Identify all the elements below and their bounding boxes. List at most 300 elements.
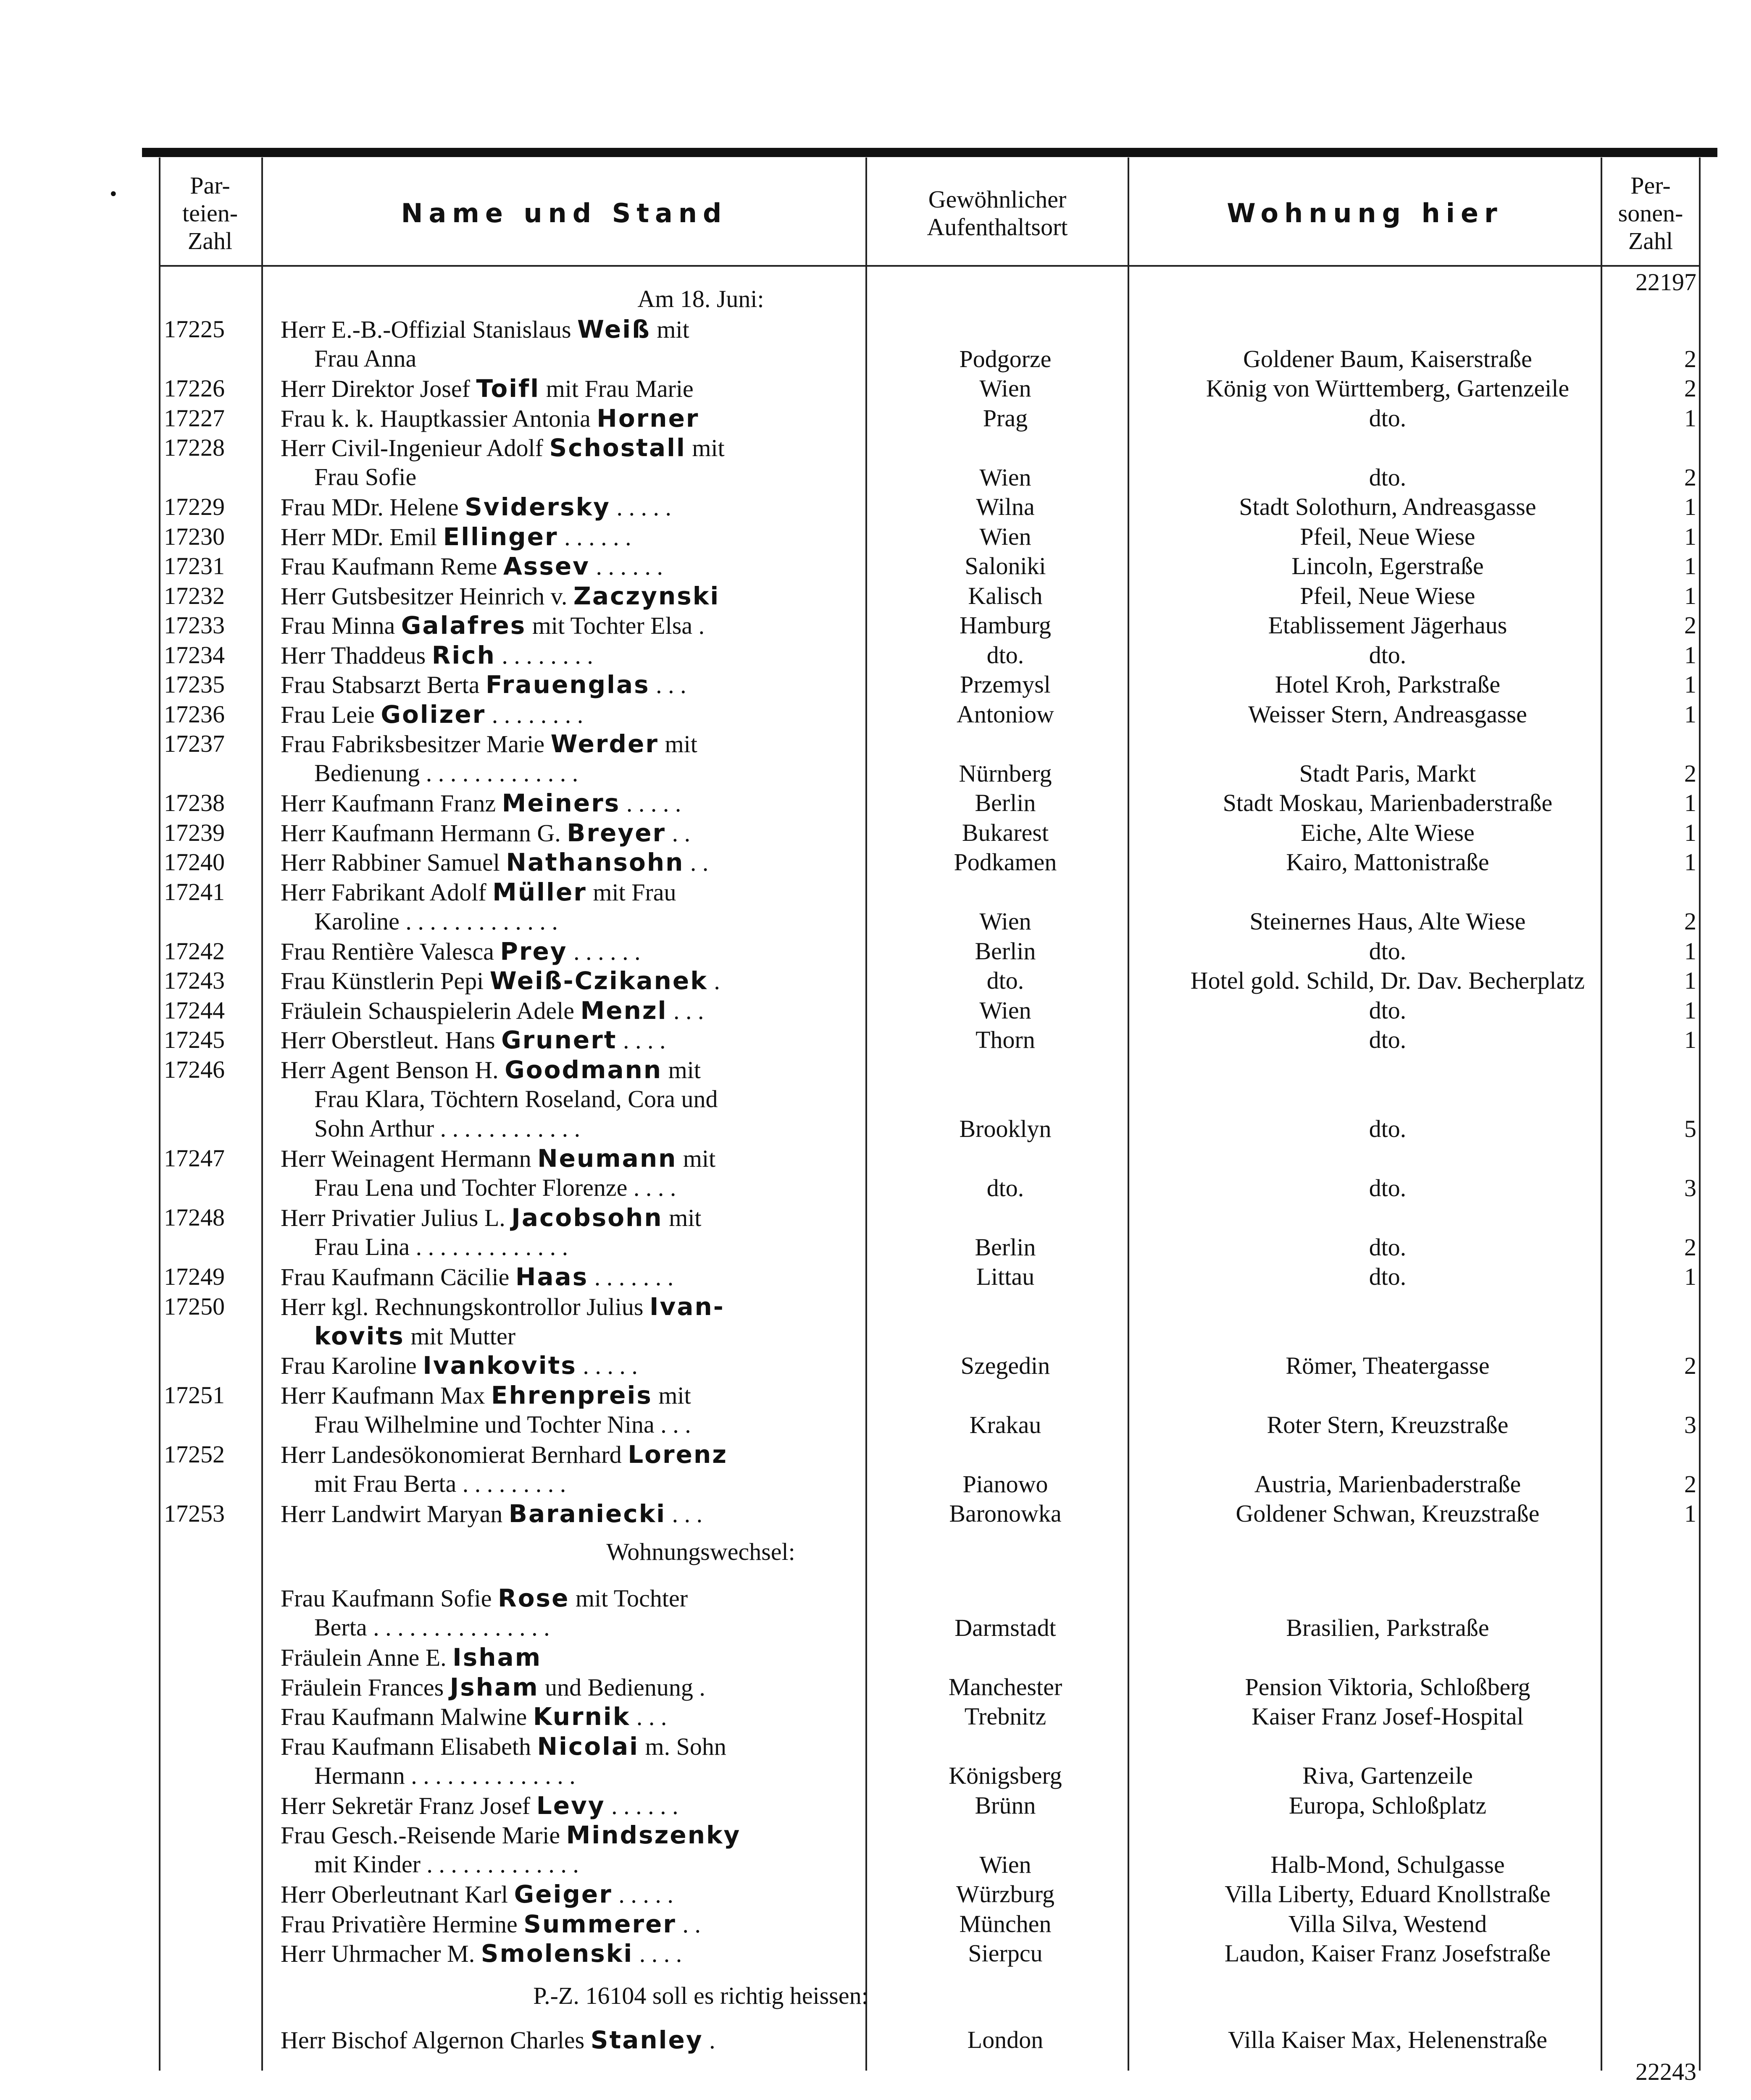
name-line <box>281 729 995 759</box>
address-cell: Halb-Mond, Schulgasse <box>1270 1851 1505 1878</box>
person-count-cell: 2 <box>1684 759 1696 787</box>
name-text: Herr MDr. Emil <box>281 523 437 551</box>
residence-cell: dto. <box>986 967 1024 994</box>
address-cell: Stadt Moskau, Marienbaderstraße <box>1223 789 1553 816</box>
name-text: mit Tochter <box>575 1585 688 1612</box>
name-line <box>281 1820 995 1850</box>
name-text: Herr Agent Benson H. <box>281 1056 499 1084</box>
section-heading-date: Am 18. Juni: <box>637 285 764 312</box>
name-text: Frau Kaufmann Elisabeth <box>281 1732 531 1760</box>
residence-cell: Nürnberg <box>959 759 1052 787</box>
person-count-cell: 1 <box>1684 967 1696 994</box>
name-text: Herr Kaufmann Hermann G. <box>281 819 561 847</box>
name-line <box>281 1732 995 1761</box>
name-text: Frau Lena und Tochter Florenze . . . . <box>314 1174 676 1201</box>
name-text: . . . . . . . . <box>502 641 593 669</box>
surname: Rose <box>498 1584 570 1612</box>
address-cell: Riva, Gartenzeile <box>1302 1762 1473 1789</box>
residence-cell: Königsberg <box>949 1762 1062 1789</box>
name-text: mit <box>668 1056 701 1084</box>
name-text: Herr Oberleutnant Karl <box>281 1881 508 1908</box>
name-text: Frau Kaufmann Malwine <box>281 1703 527 1730</box>
party-number: 17237 <box>164 730 225 757</box>
name-text: Herr E.-B.-Offizial Stanislaus <box>281 316 571 343</box>
name-text: . . . . . <box>618 1881 673 1908</box>
residence-cell: München <box>959 1910 1052 1937</box>
person-count-cell: 2 <box>1684 908 1696 935</box>
person-count-cell: 2 <box>1684 463 1696 491</box>
address-cell: Kairo, Mattonistraße <box>1286 848 1489 876</box>
party-number: 17242 <box>164 937 225 965</box>
residence-cell: Littau <box>976 1263 1035 1290</box>
name-text: Herr Civil-Ingenieur Adolf <box>281 434 543 462</box>
header-name: Name und Stand <box>401 198 728 228</box>
person-count-cell <box>1646 2025 1696 2055</box>
person-count-cell <box>1646 1791 1696 1820</box>
surname: Breyer <box>567 818 666 847</box>
name-text: . . . . . <box>626 790 681 817</box>
name-text: Herr Kaufmann Max <box>281 1382 485 1409</box>
address-cell: dto. <box>1369 463 1407 491</box>
address-cell: Römer, Theatergasse <box>1286 1352 1490 1379</box>
party-number: 17230 <box>164 522 225 550</box>
surname: Neumann <box>537 1144 677 1173</box>
person-count-cell: 1 <box>1684 937 1696 965</box>
name-text: . . . . . . <box>573 937 641 965</box>
party-number <box>164 1732 248 1761</box>
surname: Ivankovits <box>423 1351 577 1380</box>
party-number: 17229 <box>164 493 225 520</box>
name-text: Herr Gutsbesitzer Heinrich v. <box>281 582 568 610</box>
header-address: Wohnung hier <box>1227 198 1503 228</box>
person-count-cell: 3 <box>1684 1174 1696 1202</box>
surname: Frauenglas <box>486 670 650 699</box>
address-cell: Pfeil, Neue Wiese <box>1300 522 1475 550</box>
name-text: Frau Privatière Hermine <box>281 1910 518 1938</box>
person-count-cell: 1 <box>1684 819 1696 846</box>
address-cell: dto. <box>1369 1026 1407 1053</box>
address-cell: Goldener Baum, Kaiserstraße <box>1243 345 1532 373</box>
address-cell: Weisser Stern, Andreasgasse <box>1248 700 1527 728</box>
person-count-cell: 1 <box>1684 552 1696 580</box>
name-text: . <box>714 967 720 995</box>
name-text: . . . . . . . . <box>492 701 584 728</box>
surname: Levy <box>536 1791 605 1820</box>
residence-cell: Berlin <box>975 1233 1036 1261</box>
name-text: Frau Stabsarzt Berta <box>281 671 480 698</box>
name-text: . . <box>690 849 709 876</box>
surname: Golizer <box>381 700 486 729</box>
residence-cell: Hamburg <box>959 612 1051 639</box>
person-count-cell: 1 <box>1684 582 1696 609</box>
name-text: Herr kgl. Rechnungskontrollor Julius <box>281 1293 644 1320</box>
surname: Prey <box>500 937 568 966</box>
party-number: 17251 <box>164 1381 225 1409</box>
residence-cell: Darmstadt <box>954 1614 1056 1641</box>
name-text: Herr Landesökonomierat Bernhard <box>281 1441 622 1468</box>
residence-cell: Trebnitz <box>964 1703 1046 1730</box>
party-number <box>164 1820 248 1850</box>
address-cell: Kaiser Franz Josef-Hospital <box>1251 1703 1524 1730</box>
person-count-cell: 1 <box>1684 700 1696 728</box>
party-number <box>164 1672 248 1702</box>
surname: Isham <box>452 1643 542 1672</box>
name-text: Frau Leie <box>281 701 375 728</box>
person-count-cell: 2 <box>1684 1233 1696 1261</box>
party-number: 17241 <box>164 878 225 906</box>
person-count-cell: 1 <box>1684 789 1696 816</box>
address-cell: Austria, Marienbaderstraße <box>1254 1470 1521 1498</box>
party-number: 17235 <box>164 671 225 698</box>
name-text: mit <box>669 1204 702 1231</box>
name-text: Hermann . . . . . . . . . . . . . . <box>314 1761 576 1789</box>
residence-cell: Antoniow <box>957 700 1054 728</box>
address-cell: Hotel Kroh, Parkstraße <box>1275 671 1501 698</box>
address-cell: Villa Kaiser Max, Helenenstraße <box>1228 2026 1547 2053</box>
residence-cell: Prag <box>983 404 1028 432</box>
residence-cell: Krakau <box>969 1411 1041 1438</box>
name-line <box>281 1381 995 1410</box>
surname: Svidersky <box>465 493 610 521</box>
surname: Grunert <box>501 1026 617 1054</box>
person-count-cell <box>1646 1702 1696 1731</box>
surname: Horner <box>597 404 699 433</box>
surname: Müller <box>492 877 587 906</box>
address-cell <box>1129 1643 1646 1672</box>
header-party-number: Par- teien- Zahl <box>182 172 238 255</box>
residence-cell: Brooklyn <box>959 1115 1052 1142</box>
person-count-cell: 1 <box>1684 996 1696 1024</box>
name-text: . . . . . <box>616 494 671 521</box>
name-text: Herr Bischof Algernon Charles <box>281 2026 585 2054</box>
person-count-cell: 1 <box>1684 493 1696 520</box>
person-count-cell <box>1646 1613 1696 1643</box>
address-cell: dto. <box>1369 1263 1407 1290</box>
name-line <box>281 1084 995 1114</box>
surname: Werder <box>550 730 659 758</box>
name-text: . . . . . <box>583 1352 638 1379</box>
residence-cell: Kalisch <box>968 582 1043 609</box>
name-line <box>281 877 995 907</box>
residence-cell: Berlin <box>975 789 1036 816</box>
residence-cell: Podkamen <box>954 848 1057 876</box>
section-heading-correction: P.-Z. 16104 soll es richtig heissen: <box>533 1982 868 2009</box>
address-cell: dto. <box>1369 1115 1407 1142</box>
name-text: Frau MDr. Helene <box>281 494 459 521</box>
party-number <box>164 1583 248 1613</box>
person-count-cell: 1 <box>1684 848 1696 876</box>
person-count-cell: 1 <box>1684 1026 1696 1053</box>
person-count-cell <box>1646 1939 1696 1968</box>
name-text: Herr Fabrikant Adolf <box>281 878 486 906</box>
address-cell: dto. <box>1369 937 1407 965</box>
name-line <box>281 1321 995 1351</box>
name-text: Frau Gesch.-Reisende Marie <box>281 1822 560 1849</box>
surname: Schostall <box>549 433 686 462</box>
address-cell: dto. <box>1369 1233 1407 1261</box>
person-count-cell <box>1646 1850 1696 1880</box>
residence-cell: Manchester <box>948 1673 1062 1701</box>
person-count-cell <box>1646 1909 1696 1939</box>
surname: Jacobsohn <box>511 1203 663 1232</box>
person-count-cell: 5 <box>1684 1115 1696 1142</box>
address-cell: Brasilien, Parkstraße <box>1286 1614 1489 1641</box>
surname: Haas <box>515 1263 589 1291</box>
name-text: Frau Klara, Töchtern Roseland, Cora und <box>314 1085 718 1113</box>
surname: Menzl <box>580 996 668 1025</box>
surname: Rich <box>431 640 496 669</box>
name-text: Frau Sofie <box>314 463 417 491</box>
address-cell: Pfeil, Neue Wiese <box>1300 582 1475 609</box>
party-number: 17250 <box>164 1292 225 1320</box>
name-text: mit <box>657 316 689 343</box>
party-number <box>164 1643 248 1672</box>
name-text: mit <box>683 1145 716 1172</box>
section-heading-changes: Wohnungswechsel: <box>606 1538 795 1565</box>
surname: Lorenz <box>628 1440 728 1469</box>
party-number: 17244 <box>164 996 225 1024</box>
party-number: 17240 <box>164 848 225 876</box>
address-cell: Villa Silva, Westend <box>1288 1910 1487 1937</box>
name-text: mit Mutter <box>410 1322 516 1350</box>
party-number: 17249 <box>164 1263 225 1290</box>
name-text: Sohn Arthur . . . . . . . . . . . . <box>314 1114 581 1142</box>
party-number: 17227 <box>164 404 225 432</box>
name-text: mit Frau <box>593 878 676 906</box>
surname: Smolenski <box>481 1939 634 1968</box>
residence-cell: Wilna <box>976 493 1035 520</box>
name-text: mit Frau Marie <box>546 375 694 402</box>
residence-cell: dto. <box>986 641 1024 669</box>
person-count-cell: 1 <box>1684 1263 1696 1290</box>
address-cell: dto. <box>1369 1174 1407 1202</box>
name-text: . . <box>682 1910 701 1938</box>
margin-mark: • <box>108 185 118 204</box>
name-text: Karoline . . . . . . . . . . . . . <box>314 907 558 935</box>
surname: Mindszenky <box>566 1821 741 1849</box>
person-count-cell <box>1646 1672 1696 1702</box>
person-count-cell: 1 <box>1684 671 1696 698</box>
address-cell: Steinernes Haus, Alte Wiese <box>1249 908 1526 935</box>
surname: Ivan- <box>649 1292 725 1321</box>
name-text: Frau k. k. Hauptkassier Antonia <box>281 404 591 432</box>
name-text: Herr Sekretär Franz Josef <box>281 1792 531 1819</box>
residence-cell: Bukarest <box>962 819 1049 846</box>
party-number: 17253 <box>164 1500 225 1527</box>
residence-cell: Pianowo <box>962 1470 1048 1498</box>
party-number <box>164 1939 248 1968</box>
name-text: m. Sohn <box>645 1732 726 1760</box>
register-table <box>159 158 1701 2085</box>
person-count-cell: 1 <box>1684 1500 1696 1527</box>
name-text: . . . . . . <box>564 523 631 551</box>
person-count-cell: 3 <box>1684 1411 1696 1438</box>
party-number: 17233 <box>164 612 225 639</box>
party-number: 17228 <box>164 434 225 461</box>
address-cell: Goldener Schwan, Kreuzstraße <box>1236 1500 1540 1527</box>
name-text: Frau Karoline <box>281 1352 417 1379</box>
party-number: 17247 <box>164 1144 225 1172</box>
person-count-cell: 2 <box>1684 375 1696 402</box>
surname: Nathansohn <box>506 848 684 877</box>
surname: Galafres <box>401 611 526 640</box>
residence-cell: Wien <box>979 908 1031 935</box>
surname: Ehrenpreis <box>491 1381 652 1410</box>
person-count-cell: 2 <box>1684 1470 1696 1498</box>
name-line <box>281 1583 995 1613</box>
carry-over-total: 22197 <box>1635 268 1696 296</box>
name-text: mit Tochter Elsa . <box>532 612 705 639</box>
name-text: . . . . . . <box>596 553 663 580</box>
name-text: Frau Kaufmann Reme <box>281 553 497 580</box>
residence-cell: Szegedin <box>960 1352 1050 1379</box>
address-cell: Roter Stern, Kreuzstraße <box>1267 1411 1509 1438</box>
name-text: Herr Landwirt Maryan <box>281 1500 503 1528</box>
surname: Baraniecki <box>508 1499 666 1528</box>
party-number: 17236 <box>164 700 225 728</box>
surname: Weiß-Czikanek <box>489 966 708 995</box>
person-count-cell: 2 <box>1684 345 1696 373</box>
party-number <box>164 1702 248 1731</box>
name-text: Herr Privatier Julius L. <box>281 1204 505 1231</box>
residence-cell: London <box>967 2026 1044 2053</box>
residence-cell: Podgorze <box>959 345 1052 373</box>
header-residence: Gewöhnlicher Aufenthaltsort <box>927 186 1068 241</box>
address-cell: Europa, Schloßplatz <box>1288 1791 1487 1819</box>
party-number: 17234 <box>164 641 225 669</box>
surname: Stanley <box>590 2026 703 2054</box>
residence-cell: Baronowka <box>949 1500 1062 1527</box>
name-text: Herr Weinagent Hermann <box>281 1145 531 1172</box>
residence-cell: Przemysl <box>960 671 1051 698</box>
person-count-cell: 2 <box>1684 1352 1696 1379</box>
surname: Nicolai <box>537 1732 639 1761</box>
surname: Kurnik <box>533 1702 631 1731</box>
person-count-cell: 1 <box>1684 522 1696 550</box>
name-text: mit <box>658 1382 691 1409</box>
address-cell: Etablissement Jägerhaus <box>1268 612 1507 639</box>
name-text: Frau Lina . . . . . . . . . . . . . <box>314 1233 568 1260</box>
person-count-cell: 1 <box>1684 641 1696 669</box>
name-text: Frau Künstlerin Pepi <box>281 967 484 995</box>
party-number: 17252 <box>164 1441 225 1468</box>
top-rule <box>142 148 1717 157</box>
residence-cell <box>869 1643 1142 1672</box>
name-text: mit <box>692 434 725 462</box>
residence-cell: Wien <box>979 375 1031 402</box>
address-cell: Hotel gold. Schild, Dr. Dav. Becherplatz <box>1190 967 1585 994</box>
surname: Geiger <box>514 1880 613 1908</box>
party-number <box>164 2025 248 2055</box>
party-number: 17246 <box>164 1055 225 1083</box>
surname: kovits <box>314 1321 405 1350</box>
final-total: 22243 <box>1635 2058 1696 2085</box>
name-text: . . . <box>673 997 704 1024</box>
address-cell: König von Württemberg, Gartenzeile <box>1206 375 1570 402</box>
name-text: . . . <box>636 1703 667 1730</box>
party-number <box>164 1791 248 1820</box>
party-number: 17245 <box>164 1026 225 1053</box>
residence-cell: Sierpcu <box>968 1940 1043 1967</box>
party-number: 17232 <box>164 582 225 609</box>
surname: Ellinger <box>443 522 558 551</box>
party-number: 17225 <box>164 315 225 343</box>
person-count-cell <box>1646 1761 1696 1790</box>
surname: Toifl <box>476 374 540 403</box>
name-line <box>281 1203 995 1232</box>
name-line <box>281 1144 995 1173</box>
address-cell: Stadt Paris, Markt <box>1299 759 1476 787</box>
address-cell: Eiche, Alte Wiese <box>1301 819 1475 846</box>
name-text: Frau Minna <box>281 612 395 639</box>
residence-cell: dto. <box>986 1174 1024 1202</box>
surname: Goodmann <box>505 1055 663 1084</box>
surname: Assev <box>503 552 590 580</box>
surname: Weiß <box>577 315 651 344</box>
name-text: und Bedienung . <box>545 1673 705 1701</box>
name-text: Frau Wilhelmine und Tochter Nina . . . <box>314 1411 691 1438</box>
name-text: . . . <box>656 671 686 698</box>
person-count-cell <box>1646 1880 1696 1909</box>
name-text: mit <box>665 730 697 758</box>
name-text: . . . . . . <box>611 1792 678 1819</box>
residence-cell: Wien <box>979 463 1031 491</box>
header-person-count: Per- sonen- Zahl <box>1618 172 1683 255</box>
party-number: 17243 <box>164 967 225 994</box>
name-text: Fräulein Schauspielerin Adele <box>281 997 575 1024</box>
party-number: 17238 <box>164 789 225 816</box>
name-text: Herr Kaufmann Franz <box>281 790 496 817</box>
party-number: 17226 <box>164 375 225 402</box>
name-text: . <box>709 2026 715 2054</box>
surname: Zaczynski <box>573 581 720 610</box>
person-count-cell: 1 <box>1684 404 1696 432</box>
name-text: Berta . . . . . . . . . . . . . . . <box>314 1614 550 1641</box>
name-text: Herr Rabbiner Samuel <box>281 849 500 876</box>
address-cell: Laudon, Kaiser Franz Josefstraße <box>1224 1940 1551 1967</box>
name-text: mit Frau Berta . . . . . . . . . <box>314 1470 566 1497</box>
address-cell: Stadt Solothurn, Andreasgasse <box>1239 493 1536 520</box>
party-number: 17231 <box>164 552 225 580</box>
person-count-cell: 2 <box>1684 612 1696 639</box>
residence-cell: Wien <box>979 1851 1031 1878</box>
name-text: Frau Fabriksbesitzer Marie <box>281 730 545 758</box>
name-text: Frau Kaufmann Sofie <box>281 1585 492 1612</box>
surname: Meiners <box>502 789 620 817</box>
party-number <box>164 1909 248 1939</box>
surname: Jsham <box>450 1672 539 1701</box>
person-count-cell <box>1646 1643 1696 1672</box>
name-text: . . <box>672 819 691 847</box>
name-text: Herr Thaddeus <box>281 641 426 669</box>
name-text: Fräulein Anne E. <box>281 1644 447 1671</box>
name-text: Frau Kaufmann Cäcilie <box>281 1263 510 1291</box>
name-line <box>281 433 995 462</box>
residence-cell: Brünn <box>975 1791 1036 1819</box>
name-text: Frau Rentière Valesca <box>281 937 494 965</box>
name-text: . . . . <box>639 1940 682 1967</box>
residence-cell: Würzburg <box>956 1880 1055 1908</box>
name-text: mit Kinder . . . . . . . . . . . . . <box>314 1851 579 1878</box>
residence-cell: Wien <box>979 522 1031 550</box>
name-line <box>281 315 995 344</box>
address-cell: Lincoln, Egerstraße <box>1291 552 1484 580</box>
party-number: 17239 <box>164 819 225 846</box>
residence-cell: Wien <box>979 996 1031 1024</box>
name-text: Herr Direktor Josef <box>281 375 470 402</box>
party-number: 17248 <box>164 1204 225 1231</box>
name-text: . . . . . . . <box>594 1263 674 1291</box>
